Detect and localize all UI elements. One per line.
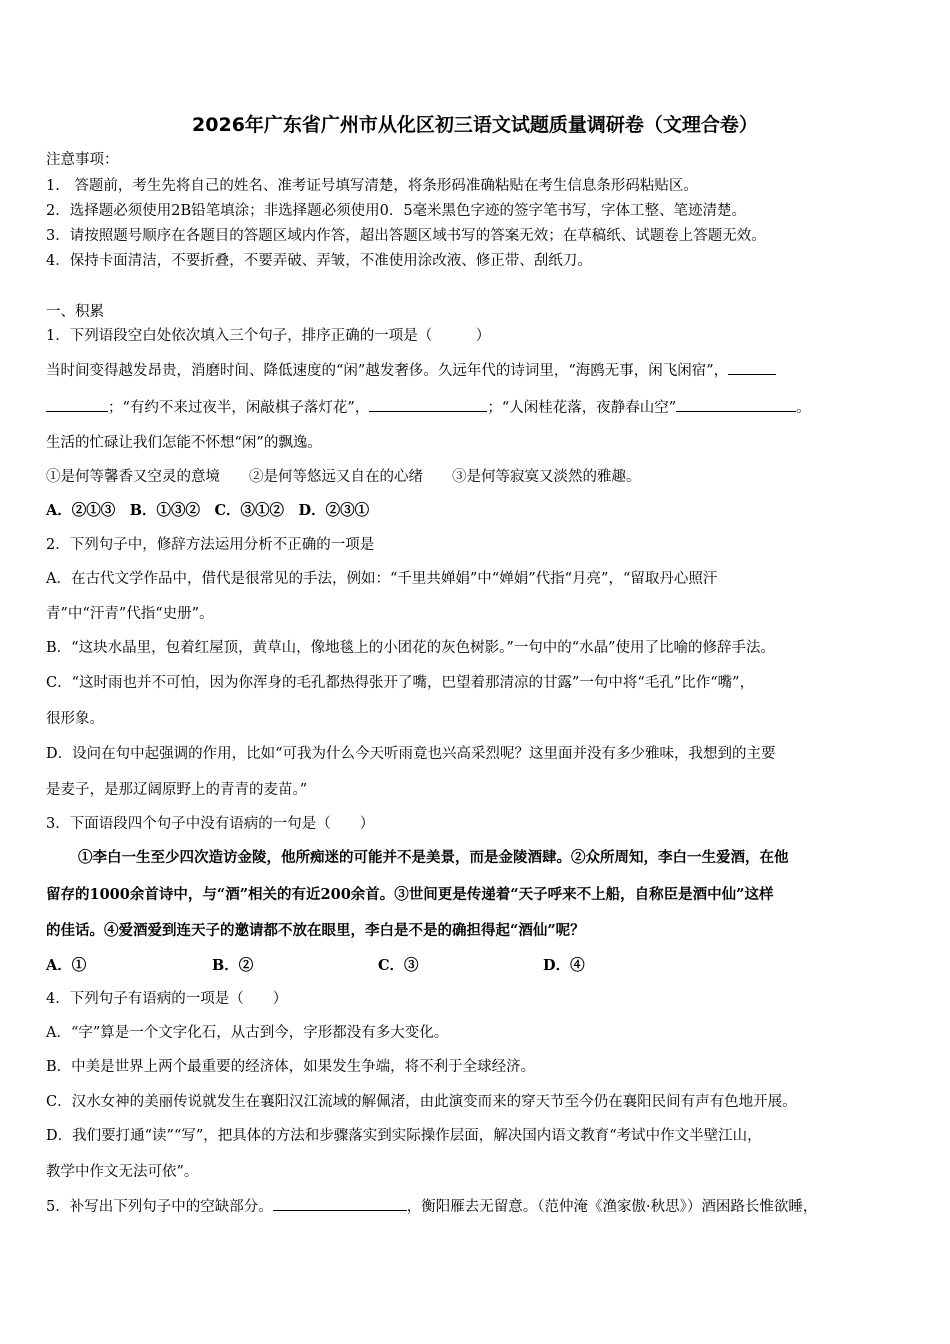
notice-item: 3．请按照题号顺序在各题目的答题区域内作答，超出答题区域书写的答案无效；在草稿纸、试题卷上答题无效。 <box>46 228 766 244</box>
passage-text: 当时间变得越发昂贵，消磨时间、降低速度的“闲”越发奢侈。久远年代的诗词里，“海鸥无事，闲飞闲宿”， <box>46 363 729 379</box>
question-1-choices[interactable]: A．②①③ B．①③② C．③①② D．②③① <box>46 502 370 519</box>
question-2-stem: 2．下列句子中，修辞方法运用分析不正确的一项是 <box>46 537 375 553</box>
question-4-option-d-cont: 教学中作文无法可依”。 <box>46 1164 199 1180</box>
question-1-passage <box>46 360 776 381</box>
question-5-text: ，衡阳雁去无留意。（范仲淹《渔家傲·秋思》）酒困路长惟欲睡， <box>406 1199 818 1215</box>
question-2-option-a[interactable]: A．在古代文学作品中，借代是很常见的手法，例如：“千里共婵娟”中“婵娟”代指“月亮”，“留取丹心照汗 <box>46 571 718 587</box>
answer-blank[interactable] <box>728 360 776 375</box>
question-3-option-d[interactable]: D．④ <box>543 957 585 974</box>
passage-text: ；“人闲桂花落，夜静春山空” <box>487 400 677 416</box>
question-3-option-a[interactable]: A．① <box>46 957 87 974</box>
question-1-passage-line2 <box>46 397 811 418</box>
notice-heading: 注意事项： <box>46 152 119 168</box>
question-4-option-c[interactable]: C．汉水女神的美丽传说就发生在襄阳汉江流域的解佩渚，由此演变而来的穿天节至今仍在襄阳民间有声有色地开展。 <box>46 1094 797 1110</box>
section-heading: 一、积累 <box>46 304 104 320</box>
question-4-option-d[interactable]: D．我们要打通“读”“写”，把具体的方法和步骤落实到实际操作层面，解决国内语文教育“考试中作文半壁江山， <box>46 1128 762 1144</box>
question-3-option-b[interactable]: B．② <box>212 957 254 974</box>
answer-blank[interactable] <box>676 397 796 412</box>
question-4-option-a[interactable]: A．“字”算是一个文字化石，从古到今，字形都没有多大变化。 <box>46 1025 449 1041</box>
question-3-stem: 3．下面语段四个句子中没有语病的一句是（ ） <box>46 816 375 832</box>
question-2-option-c-cont: 很形象。 <box>46 711 104 727</box>
question-3-passage-line3: 的佳话。④爱酒爱到连天子的邀请都不放在眼里，李白是不是的确担得起“酒仙”呢？ <box>46 922 585 939</box>
answer-blank[interactable] <box>273 1196 407 1211</box>
question-2-option-a-cont: 青”中“汗青”代指“史册”。 <box>46 606 214 622</box>
question-4-stem: 4．下列句子有语病的一项是（ ） <box>46 991 288 1007</box>
question-5-stem <box>46 1196 817 1217</box>
question-1-passage-line3: 生活的忙碌让我们怎能不怀想“闲”的飘逸。 <box>46 435 322 451</box>
notice-item: 2．选择题必须使用2B铅笔填涂；非选择题必须使用0．5毫米黑色字迹的签字笔书写，字体工整、笔迹清楚。 <box>46 203 747 219</box>
question-3-passage-line2: 留存的1000余首诗中，与“酒”相关的有近200余首。③世间更是传递着“天子呼来不上船，自称臣是酒中仙”这样 <box>46 886 774 903</box>
question-3-option-c[interactable]: C．③ <box>378 957 419 974</box>
answer-blank[interactable] <box>46 397 108 412</box>
question-5-text: 5．补写出下列句子中的空缺部分。 <box>46 1199 273 1215</box>
question-2-option-c[interactable]: C．“这时雨也并不可怕，因为你浑身的毛孔都热得张开了嘴，巴望着那清凉的甘露”一句中将“毛孔”比作“嘴”， <box>46 675 755 691</box>
question-2-option-b[interactable]: B．“这块水晶里，包着红屋顶，黄草山，像地毯上的小团花的灰色树影。”一句中的“水晶”使用了比喻的修辞手法。 <box>46 640 776 656</box>
question-2-option-d[interactable]: D．设问在句中起强调的作用，比如“可我为什么今天听雨竟也兴高采烈呢？这里面并没有多少雅味，我想到的主要 <box>46 746 776 762</box>
notice-item: 1. 答题前，考生先将自己的姓名、准考证号填写清楚，将条形码准确粘贴在考生信息条形码粘贴区。 <box>46 178 698 194</box>
question-1-sentences: ①是何等馨香又空灵的意境 ②是何等悠远又自在的心绪 ③是何等寂寞又淡然的雅趣。 <box>46 469 641 485</box>
question-3-passage: ①李白一生至少四次造访金陵，他所痴迷的可能并不是美景，而是金陵酒肆。②众所周知，李白一生爱酒，在他 <box>78 849 789 866</box>
question-2-option-d-cont: 是麦子，是那辽阔原野上的青青的麦苗。” <box>46 782 308 798</box>
passage-text: ；“有约不来过夜半，闲敲棋子落灯花”， <box>108 400 370 416</box>
answer-blank[interactable] <box>369 397 487 412</box>
question-4-option-b[interactable]: B．中美是世界上两个最重要的经济体，如果发生争端，将不利于全球经济。 <box>46 1059 536 1075</box>
page-title: 2026年广东省广州市从化区初三语文试题质量调研卷（文理合卷） <box>192 114 758 136</box>
passage-text: 。 <box>796 400 811 416</box>
notice-item: 4．保持卡面清洁，不要折叠，不要弄破、弄皱，不准使用涂改液、修正带、刮纸刀。 <box>46 253 592 269</box>
question-1-stem: 1．下列语段空白处依次填入三个句子，排序正确的一项是（ ） <box>46 328 491 344</box>
